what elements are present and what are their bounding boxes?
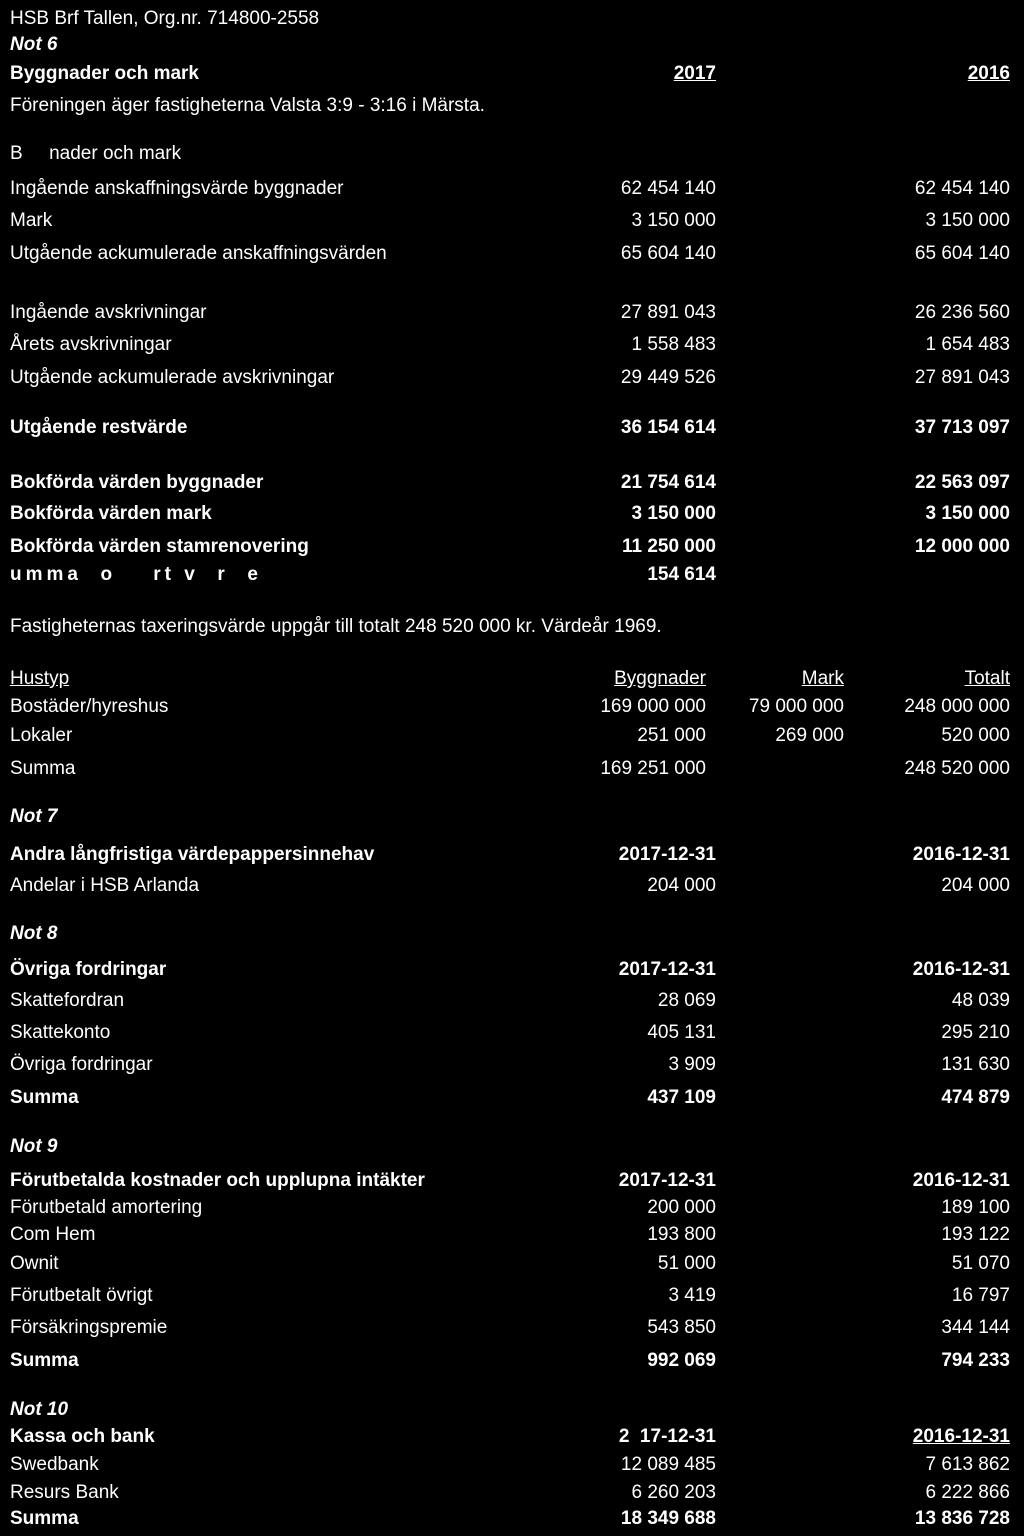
table-row xyxy=(0,1344,1024,1378)
note8-heading-row xyxy=(0,953,1024,987)
col-header-1: 2017-12-31 xyxy=(618,959,716,980)
row-value-2017: 36 154 614 xyxy=(620,417,716,438)
row-value-2017: 200 000 xyxy=(647,1197,716,1218)
table-row xyxy=(0,1048,1024,1082)
table-row xyxy=(0,1016,1024,1050)
col-header-2: 2016 xyxy=(967,63,1010,84)
row-label: Övriga fordringar xyxy=(10,1054,153,1075)
row-value-totalt: 520 000 xyxy=(941,725,1010,746)
note9-label-row xyxy=(0,1130,1024,1164)
row-label: Lokaler xyxy=(10,725,73,746)
row-label: Utgående ackumulerade avskrivningar xyxy=(10,367,335,388)
row-value-2016: 37 713 097 xyxy=(914,417,1010,438)
row-value-2016: 48 039 xyxy=(951,990,1010,1011)
row-value-2016: 193 122 xyxy=(941,1224,1010,1245)
table-row xyxy=(0,466,1024,500)
row-value-2017: 3 909 xyxy=(668,1054,716,1075)
table-row xyxy=(0,1311,1024,1345)
row-label: Summa xyxy=(10,1087,79,1108)
table-row xyxy=(0,1279,1024,1313)
col-header-1: 2017-12-31 xyxy=(618,1170,716,1191)
row-value-2017: 3 150 000 xyxy=(631,210,716,231)
note-heading: Förutbetalda kostnader och upplupna intäkter xyxy=(10,1170,425,1191)
row-value-2016: 22 563 097 xyxy=(914,472,1010,493)
row-value-totalt: 248 000 000 xyxy=(904,696,1010,717)
row-value-2017: 193 800 xyxy=(647,1224,716,1245)
row-label: Utgående restvärde xyxy=(10,417,188,438)
table-row xyxy=(0,1502,1024,1536)
note-intro: Föreningen äger fastigheterna Valsta 3:9 - 3:16 i Märsta. xyxy=(10,95,485,116)
row-value-2017: 18 349 688 xyxy=(620,1508,716,1529)
row-value-2016: 3 150 000 xyxy=(925,503,1010,524)
row-label: Ingående avskrivningar xyxy=(10,302,207,323)
row-value-2017: 51 000 xyxy=(657,1253,716,1274)
row-value-2016: 7 613 862 xyxy=(925,1454,1010,1475)
table-row xyxy=(0,204,1024,238)
row-label: Resurs Bank xyxy=(10,1482,119,1503)
row-label: Summa xyxy=(10,758,76,779)
row-value-totalt: 248 520 000 xyxy=(904,758,1010,779)
row-value-2016: 204 000 xyxy=(941,875,1010,896)
row-value-2016: 16 797 xyxy=(951,1285,1010,1306)
row-label: Com Hem xyxy=(10,1224,96,1245)
row-value-2016: 474 879 xyxy=(941,1087,1010,1108)
row-label: Andelar i HSB Arlanda xyxy=(10,875,200,896)
note-label: Not 6 xyxy=(10,34,58,55)
row-value-2017: 29 449 526 xyxy=(620,367,716,388)
table-row xyxy=(0,984,1024,1018)
row-label: Bokförda värden mark xyxy=(10,503,212,524)
row-label: Summa xyxy=(10,1508,79,1529)
note6-intro-row xyxy=(0,89,1024,123)
note6-subheading-row xyxy=(0,137,1024,171)
row-value-2017: 62 454 140 xyxy=(620,178,716,199)
row-value-2016: 344 144 xyxy=(941,1317,1010,1338)
row-value-2017: 1 558 483 xyxy=(631,334,716,355)
row-value-2017: 437 109 xyxy=(647,1087,716,1108)
row-value-byggnader: 169 000 000 xyxy=(600,696,706,717)
note-heading: Byggnader och mark xyxy=(10,63,199,84)
row-label: Mark xyxy=(10,210,53,231)
note-label: Not 7 xyxy=(10,806,58,827)
row-value-2017: 21 754 614 xyxy=(620,472,716,493)
note-heading: Andra långfristiga värdepappersinnehav xyxy=(10,844,375,865)
row-label: Förutbetalt övrigt xyxy=(10,1285,153,1306)
col-header-hustyp: Hustyp xyxy=(10,668,70,689)
table-row xyxy=(0,869,1024,903)
table-row xyxy=(0,497,1024,531)
row-value-2016: 65 604 140 xyxy=(914,243,1010,264)
row-value-byggnader: 251 000 xyxy=(637,725,706,746)
table-row xyxy=(0,752,1024,786)
row-value-2017: 27 891 043 xyxy=(620,302,716,323)
row-value-mark: 79 000 000 xyxy=(748,696,844,717)
row-label: Årets avskrivningar xyxy=(10,334,172,355)
col-header-mark: Mark xyxy=(801,668,844,689)
table-row xyxy=(0,558,1024,592)
row-value-2016: 794 233 xyxy=(941,1350,1010,1371)
note-label: Not 8 xyxy=(10,923,58,944)
row-value-2017: 405 131 xyxy=(647,1022,716,1043)
row-value-2016: 51 070 xyxy=(951,1253,1010,1274)
row-value-2017: 11 250 000 xyxy=(621,536,716,557)
note-heading: Kassa och bank xyxy=(10,1426,155,1447)
row-label: Bostäder/hyreshus xyxy=(10,696,169,717)
row-value-2017: 992 069 xyxy=(647,1350,716,1371)
note7-heading-row xyxy=(0,838,1024,872)
col-header-2: 2016-12-31 xyxy=(912,1170,1010,1191)
row-value-2016: 1 654 483 xyxy=(925,334,1010,355)
table-row xyxy=(0,1081,1024,1115)
row-label: Ownit xyxy=(10,1253,59,1274)
table-row xyxy=(0,296,1024,330)
row-value-2017: 154 614 xyxy=(647,564,716,585)
doc-title: HSB Brf Tallen, Org.nr. 714800-2558 xyxy=(10,8,320,29)
table-row xyxy=(0,172,1024,206)
col-header-2: 2016-12-31 xyxy=(912,844,1010,865)
row-label: umma o rt v r e xyxy=(10,564,262,585)
row-value-2016: 62 454 140 xyxy=(914,178,1010,199)
note7-label-row xyxy=(0,800,1024,834)
row-value-2016: 3 150 000 xyxy=(925,210,1010,231)
row-value-2017: 3 419 xyxy=(668,1285,716,1306)
table-row xyxy=(0,1247,1024,1281)
row-label: Utgående ackumulerade anskaffningsvärden xyxy=(10,243,387,264)
row-label: Swedbank xyxy=(10,1454,99,1475)
table-row xyxy=(0,361,1024,395)
note6-heading-row xyxy=(0,57,1024,91)
note8-label-row xyxy=(0,917,1024,951)
note-label: Not 10 xyxy=(10,1399,69,1420)
row-value-2017: 3 150 000 xyxy=(631,503,716,524)
row-value-2016: 131 630 xyxy=(941,1054,1010,1075)
tax-text: Fastigheternas taxeringsvärde uppgår till totalt 248 520 000 kr. Värdeår 1969. xyxy=(10,616,662,637)
table-row xyxy=(0,237,1024,271)
tax-text-row xyxy=(0,610,1024,644)
row-value-2016: 26 236 560 xyxy=(914,302,1010,323)
row-label: Skattekonto xyxy=(10,1022,111,1043)
row-value-2017: 204 000 xyxy=(647,875,716,896)
row-label: Förutbetald amortering xyxy=(10,1197,203,1218)
note-heading: Övriga fordringar xyxy=(10,959,167,980)
row-label: Summa xyxy=(10,1350,79,1371)
row-value-2016: 13 836 728 xyxy=(914,1508,1010,1529)
row-value-2017: 12 089 485 xyxy=(620,1454,716,1475)
row-label: Försäkringspremie xyxy=(10,1317,168,1338)
row-label: Ingående anskaffningsvärde byggnader xyxy=(10,178,344,199)
col-header-byggnader: Byggnader xyxy=(614,668,706,689)
row-value-2016: 6 222 866 xyxy=(925,1482,1010,1503)
row-value-2016: 12 000 000 xyxy=(914,536,1010,557)
row-value-2016: 27 891 043 xyxy=(914,367,1010,388)
table-row xyxy=(0,411,1024,445)
row-label: Skattefordran xyxy=(10,990,125,1011)
table-row xyxy=(0,719,1024,753)
row-value-mark: 269 000 xyxy=(775,725,844,746)
row-label: Bokförda värden stamrenovering xyxy=(10,536,309,557)
row-value-2017: 543 850 xyxy=(647,1317,716,1338)
col-header-2: 2016-12-31 xyxy=(912,959,1010,980)
row-value-2017: 28 069 xyxy=(657,990,716,1011)
col-header-2: 2016-12-31 xyxy=(912,1426,1010,1447)
row-value-byggnader: 169 251 000 xyxy=(600,758,706,779)
note-label: Not 9 xyxy=(10,1136,58,1157)
row-value-2017: 65 604 140 xyxy=(620,243,716,264)
col-header-1: 2 17-12-31 xyxy=(618,1426,716,1447)
note-subheading: B nader och mark xyxy=(10,143,182,164)
col-header-1: 2017-12-31 xyxy=(618,844,716,865)
col-header-1: 2017 xyxy=(673,63,716,84)
table-row xyxy=(0,328,1024,362)
row-value-2016: 189 100 xyxy=(941,1197,1010,1218)
row-value-2017: 6 260 203 xyxy=(631,1482,716,1503)
row-value-2016: 295 210 xyxy=(941,1022,1010,1043)
row-label: Bokförda värden byggnader xyxy=(10,472,264,493)
col-header-totalt: Totalt xyxy=(964,668,1010,689)
